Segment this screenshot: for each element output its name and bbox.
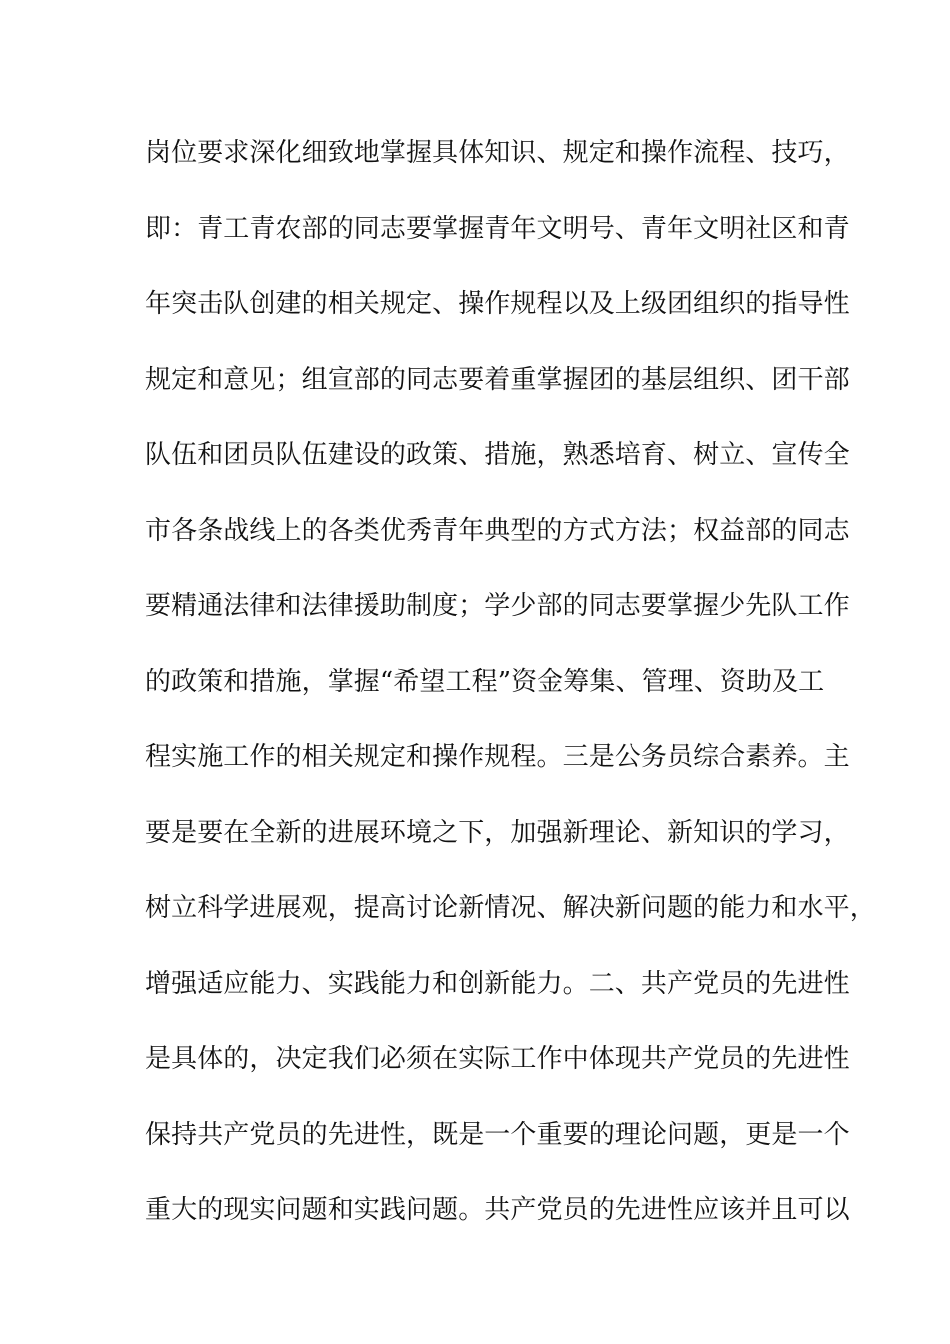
text-line-4: 规定和意见；组宣部的同志要着重掌握团的基层组织、团干部 <box>145 364 850 395</box>
text-line-3: 年突击队创建的相关规定、操作规程以及上级团组织的指导性 <box>145 289 850 319</box>
text-line-5: 队伍和团员队伍建设的政策、措施，熟悉培育、树立、宣传全 <box>145 440 850 470</box>
text-line-11: 树立科学进展观，提高讨论新情况、解决新问题的能力和水平， <box>145 893 876 923</box>
text-line-2: 即：青工青农部的同志要掌握青年文明号、青年文明社区和青 <box>145 213 850 244</box>
body-text <box>145 128 876 1261</box>
text-line-13: 是具体的，决定我们必须在实际工作中体现共产党员的先进性 <box>145 1044 850 1074</box>
text-line-12: 增强适应能力、实践能力和创新能力。二、共产党员的先进性 <box>145 968 850 999</box>
text-line-10: 要是要在全新的进展环境之下，加强新理论、新知识的学习， <box>145 817 850 848</box>
text-line-8: 的政策和措施，掌握“希望工程”资金筹集、管理、资助及工 <box>145 666 825 697</box>
text-line-15: 重大的现实问题和实践问题。共产党员的先进性应该并且可以 <box>145 1195 850 1225</box>
text-line-9: 程实施工作的相关规定和操作规程。三是公务员综合素养。主 <box>145 742 850 772</box>
text-line-6: 市各条战线上的各类优秀青年典型的方式方法；权益部的同志 <box>145 515 850 546</box>
text-line-14: 保持共产党员的先进性，既是一个重要的理论问题，更是一个 <box>145 1119 850 1150</box>
text-line-7: 要精通法律和法律援助制度；学少部的同志要掌握少先队工作 <box>145 591 850 621</box>
text-line-1: 岗位要求深化细致地掌握具体知识、规定和操作流程、技巧， <box>145 138 850 168</box>
